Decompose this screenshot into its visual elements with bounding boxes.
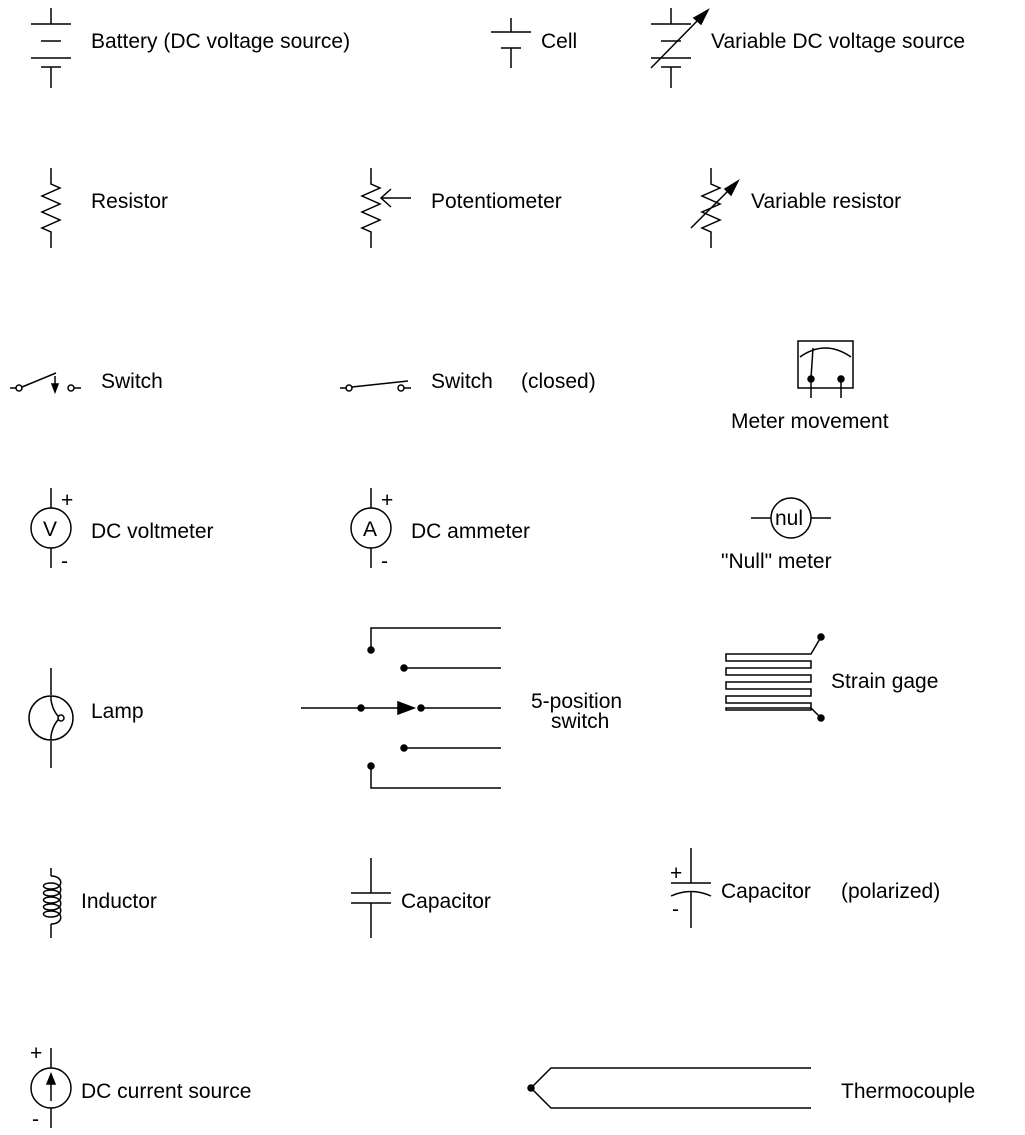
dc-ammeter-minus: - [381,550,388,573]
capacitor-polarized-note: (polarized) [841,880,941,903]
variable-resistor-symbol [691,168,738,248]
five-position-switch-symbol [301,628,501,788]
resistor-label: Resistor [91,190,169,213]
dc-current-source-label: DC current source [81,1080,252,1103]
dc-voltmeter-label: DC voltmeter [91,520,214,543]
meter-movement-label: Meter movement [731,410,889,433]
dc-ammeter-label: DC ammeter [411,520,531,543]
capacitor-label: Capacitor [401,890,491,913]
variable-resistor-label: Variable resistor [751,190,902,213]
meter-movement-symbol [798,341,853,398]
strain-gage-label: Strain gage [831,670,939,693]
battery-symbol [31,8,71,88]
switch-closed-note: (closed) [521,370,596,393]
variable-dc-source-symbol [651,8,708,88]
switch-closed-label: Switch [431,370,493,393]
variable-dc-source-label: Variable DC voltage source [711,30,966,53]
cell-symbol [491,18,531,68]
thermocouple-symbol [528,1068,811,1108]
potentiometer-symbol [362,168,411,248]
dc-voltmeter-plus: + [61,489,74,512]
switch-open-symbol [10,373,81,392]
five-position-switch-label-line2: switch [551,710,610,733]
capacitor-symbol [351,858,391,938]
potentiometer-label: Potentiometer [431,190,562,213]
null-meter-label: "Null" meter [721,550,832,573]
dc-current-source-minus: - [32,1108,39,1131]
lamp-symbol [29,668,73,768]
dc-voltmeter-letter: V [43,518,58,541]
capacitor-polarized-minus: - [672,898,679,921]
capacitor-polarized-label: Capacitor [721,880,811,903]
thermocouple-label: Thermocouple [841,1080,976,1103]
switch-closed-symbol [340,381,411,391]
five-position-switch-label-line1: 5-position [531,690,623,713]
inductor-label: Inductor [81,890,157,913]
strain-gage-symbol [726,634,824,721]
inductor-symbol [44,868,61,938]
dc-voltmeter-minus: - [61,550,68,573]
cell-label: Cell [541,30,578,53]
resistor-symbol [42,168,60,248]
dc-ammeter-plus: + [381,489,394,512]
dc-current-source-plus: + [30,1042,43,1065]
lamp-label: Lamp [91,700,144,723]
capacitor-polarized-plus: + [670,862,683,885]
null-meter-text: nul [775,507,804,530]
battery-label: Battery (DC voltage source) [91,30,351,53]
switch-open-label: Switch [101,370,163,393]
dc-ammeter-letter: A [363,518,378,541]
